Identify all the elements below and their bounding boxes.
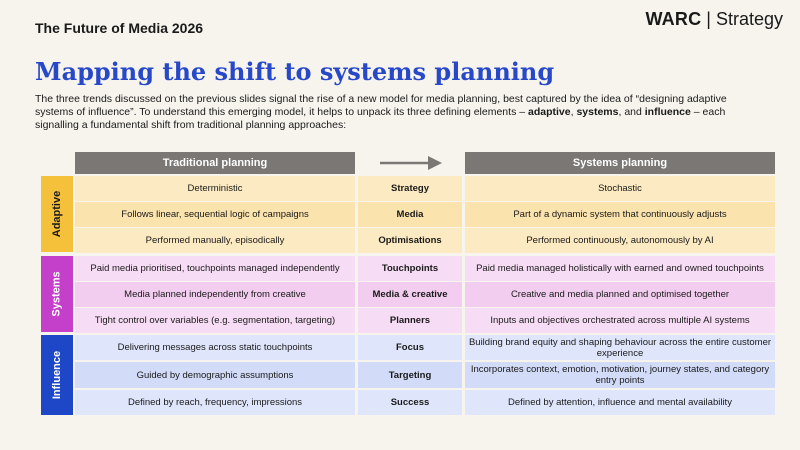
intro-keyword-influence: influence xyxy=(644,106,691,118)
header-traditional-planning: Traditional planning xyxy=(75,152,355,174)
dimension-label: Planners xyxy=(358,308,462,333)
systems-cell: Incorporates context, emotion, motivation, journey states, and category entry points xyxy=(465,362,775,388)
intro-paragraph xyxy=(35,93,765,132)
traditional-cell: Paid media prioritised, touchpoints managed independently xyxy=(75,256,355,281)
traditional-cell: Deterministic xyxy=(75,176,355,201)
traditional-cell: Delivering messages across static touchpoints xyxy=(75,335,355,360)
brand-name: WARC xyxy=(645,9,702,29)
intro-text: , and xyxy=(618,106,645,118)
intro-keyword-adaptive: adaptive xyxy=(528,106,571,118)
traditional-cell: Performed manually, episodically xyxy=(75,228,355,253)
group-label-influence: Influence xyxy=(41,335,73,415)
traditional-cell: Guided by demographic assumptions xyxy=(75,362,355,388)
brand-logo xyxy=(645,9,783,30)
dimension-label: Focus xyxy=(358,335,462,360)
brand-subtitle: Strategy xyxy=(715,9,783,29)
slide-heading: Mapping the shift to systems planning xyxy=(35,57,555,86)
dimension-label: Strategy xyxy=(358,176,462,201)
intro-text: The three trends discussed on the previous slides signal the rise of a new model for media planning, best captured by the idea of “designing adaptive systems of influence”. To understand this emerging model, it helps to unpack its three defining elements – xyxy=(35,93,727,118)
dimension-label: Media xyxy=(358,202,462,227)
systems-cell: Defined by attention, influence and mental availability xyxy=(465,390,775,415)
group-label-adaptive: Adaptive xyxy=(41,176,73,252)
dimension-label: Media & creative xyxy=(358,282,462,307)
systems-cell: Stochastic xyxy=(465,176,775,201)
traditional-cell: Tight control over variables (e.g. segmentation, targeting) xyxy=(75,308,355,333)
dimension-label: Optimisations xyxy=(358,228,462,253)
systems-cell: Inputs and objectives orchestrated across multiple AI systems xyxy=(465,308,775,333)
right-arrow-icon xyxy=(380,156,442,170)
dimension-label: Touchpoints xyxy=(358,256,462,281)
dimension-label: Targeting xyxy=(358,362,462,388)
systems-cell: Performed continuously, autonomously by AI xyxy=(465,228,775,253)
header-systems-planning: Systems planning xyxy=(465,152,775,174)
systems-cell: Part of a dynamic system that continuously adjusts xyxy=(465,202,775,227)
systems-cell: Creative and media planned and optimised together xyxy=(465,282,775,307)
report-title: The Future of Media 2026 xyxy=(35,20,204,36)
traditional-cell: Defined by reach, frequency, impressions xyxy=(75,390,355,415)
intro-text: , xyxy=(570,106,577,118)
systems-cell: Building brand equity and shaping behaviour across the entire customer experience xyxy=(465,335,775,360)
dimension-label: Success xyxy=(358,390,462,415)
brand-separator: | xyxy=(706,9,711,29)
intro-text: – each signalling a fundamental shift from traditional planning approaches: xyxy=(35,106,726,131)
traditional-cell: Media planned independently from creative xyxy=(75,282,355,307)
traditional-cell: Follows linear, sequential logic of campaigns xyxy=(75,202,355,227)
intro-keyword-systems: systems xyxy=(576,106,619,118)
group-label-systems: Systems xyxy=(41,256,73,332)
systems-cell: Paid media managed holistically with earned and owned touchpoints xyxy=(465,256,775,281)
